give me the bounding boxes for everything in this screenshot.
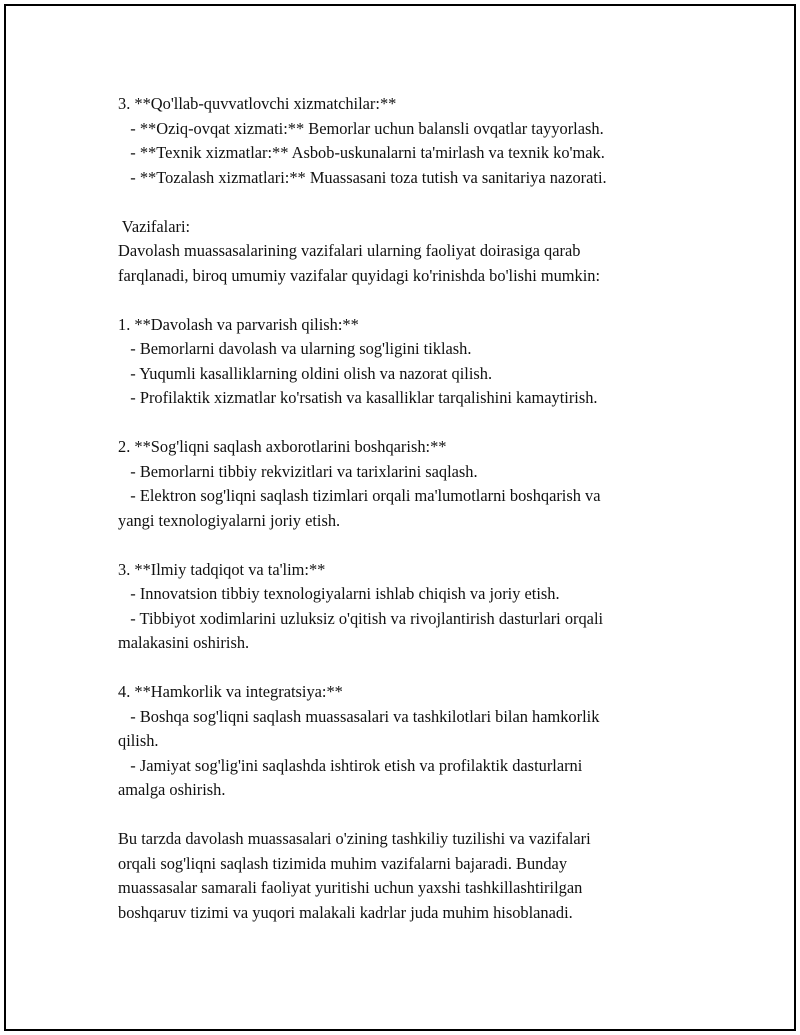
text-line: 3. **Qo'llab-quvvatlovchi xizmatchilar:** xyxy=(118,94,397,113)
text-line: yangi texnologiyalarni joriy etish. xyxy=(118,510,341,530)
text-line: - **Texnik xizmatlar:** Asbob-uskunalarni ta'mirlash va texnik ko'mak. xyxy=(118,143,605,162)
text-line: qilish. xyxy=(118,731,159,750)
text-line: - Bemorlarni davolash va ularning sog'ligini tiklash. xyxy=(118,339,472,358)
text-line: 3. **Ilmiy tadqiqot va ta'lim:** xyxy=(118,559,326,579)
text-line: - Boshqa sog'liqni saqlash muassasalari va tashkilotlari bilan hamkorlik xyxy=(118,706,600,726)
text-line: - Profilaktik xizmatlar ko'rsatish va kasalliklar tarqalishini kamaytirish. xyxy=(118,388,598,407)
text-line: - Bemorlarni tibbiy rekvizitlari va tarixlarini saqlash. xyxy=(118,461,478,481)
blank-line xyxy=(118,656,678,681)
text-line: malakasini oshirish. xyxy=(118,633,250,652)
text-line: - **Oziq-ovqat xizmati:** Bemorlar uchun balansli ovqatlar tayyorlash. xyxy=(118,118,604,138)
text-line: - Yuqumli kasalliklarning oldini olish va nazorat qilish. xyxy=(118,363,493,383)
text-line: - Innovatsion tibbiy texnologiyalarni ishlab chiqish va joriy etish. xyxy=(118,584,560,603)
blank-line xyxy=(118,190,678,215)
blank-line xyxy=(118,288,678,313)
text-line: orqali sog'liqni saqlash tizimida muhim vazifalarni bajaradi. Bunday xyxy=(118,853,568,873)
text-line: Davolash muassasalarining vazifalari ularning faoliyat doirasiga qarab xyxy=(118,241,581,260)
text-line: 1. **Davolash va parvarish qilish:** xyxy=(118,314,359,334)
text-line: - **Tozalash xizmatlari:** Muassasani toza tutish va sanitariya nazorati. xyxy=(118,167,607,187)
text-line: Bu tarzda davolash muassasalari o'zining tashkiliy tuzilishi va vazifalari xyxy=(118,829,591,848)
text-line: - Elektron sog'liqni saqlash tizimlari orqali ma'lumotlarni boshqarish va xyxy=(118,486,601,505)
text-line: amalga oshirish. xyxy=(118,780,226,799)
text-line: 2. **Sog'liqni saqlash axborotlarini boshqarish:** xyxy=(118,437,447,456)
text-line: Vazifalari: xyxy=(118,216,191,236)
blank-line xyxy=(118,533,678,558)
text-line: muassasalar samarali faoliyat yuritishi uchun yaxshi tashkillashtirilgan xyxy=(118,878,583,897)
document-body xyxy=(118,92,678,925)
text-line: 4. **Hamkorlik va integratsiya:** xyxy=(118,682,343,701)
text-line: - Tibbiyot xodimlarini uzluksiz o'qitish va rivojlantirish dasturlari orqali xyxy=(118,608,604,628)
text-line: boshqaruv tizimi va yuqori malakali kadrlar juda muhim hisoblanadi. xyxy=(118,902,573,922)
text-line: farqlanadi, biroq umumiy vazifalar quyidagi ko'rinishda bo'lishi mumkin: xyxy=(118,265,601,285)
blank-line xyxy=(118,803,678,828)
blank-line xyxy=(118,411,678,436)
text-line: - Jamiyat sog'lig'ini saqlashda ishtirok etish va profilaktik dasturlarni xyxy=(118,755,583,775)
